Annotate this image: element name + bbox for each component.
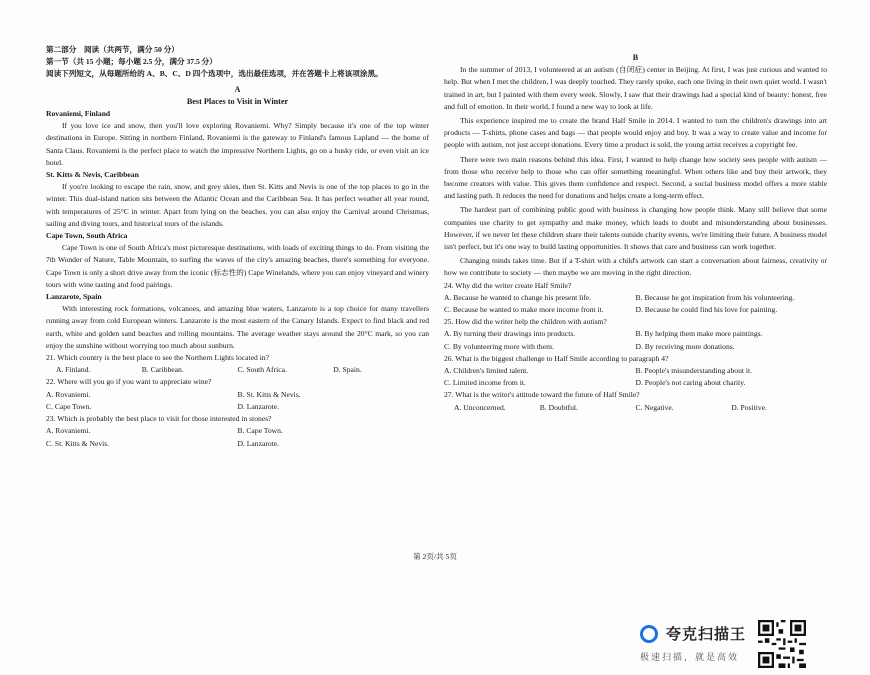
option-25-b: B. By helping them make more paintings. [635,329,763,339]
option-27-a: A. Unconcerned. [454,402,506,412]
option-22-c: C. Cape Town. [46,401,92,411]
left-column [46,44,429,450]
option-23-d: D. Lanzarote. [237,438,280,448]
option-27-d: D. Positive. [731,402,767,412]
option-26-c: C. Limited income from it. [444,378,526,388]
question-23-options [46,425,429,449]
option-27-c: C. Negative. [635,402,674,412]
passage-b-paragraph-4: The hardest part of combining public good with business is changing how people think. Many still believe that some companies use charity to get sympathy and make money, which leads to doubt and misunderstanding about businesses. However, if we never let these children share their talents outside charity events, we're limiting their future. A business model isn't perfect, but it's one way to build lasting opportunities. It shows that care and business can work together. [444,205,827,252]
option-22-d: D. Lanzarote. [237,401,280,411]
page-number: 第 2页/共 5页 [413,552,457,561]
option-24-b: B. Because he got inspiration from his volunteering. [635,292,795,302]
place-text-rovaniemi: If you love ice and snow, then you'll love exploring Rovaniemi. Why? Simply because it's one of the top winter destinations in Europe. Sitting in northern Finland, Rovaniemi is the gateway to Finland's famous Lapland — the home of Santa Claus. Rovaniemi is the perfect place to watch the impressive Northern Lights, go on a husky ride, or even visit an ice hotel. [46,121,429,167]
option-25-d: D. By receiving more donations. [635,341,735,351]
question-26-options [444,365,827,389]
option-26-b: B. People's misunderstanding about it. [635,366,753,376]
question-25-options [444,328,827,352]
option-26-d: D. People's not caring about charity. [635,378,746,388]
scanner-brand-name: 夸克扫描王 [666,625,747,643]
scanner-watermark [640,625,760,665]
passage-b-paragraph-1: In the summer of 2013, I volunteered at an autism (自闭症) center in Beijing. At first, I was just curious and wanted to help. But when I met the children, I was deeply touched. They rarely spoke, each one living in their own quiet world. I wasn't trained in art, but I painted with them every week. Slowly, I saw that their drawings had a special kind of beauty: honest, free and full of emotion. In their world, I found a new way to look at life. [444,65,827,111]
option-25-a: A. By turning their drawings into products. [444,329,576,339]
passage-letter-b: B [632,53,639,62]
place-heading-st-kitts: St. Kitts & Nevis, Caribbean [46,170,139,180]
qr-code-icon [758,620,806,668]
option-26-a: A. Children's limited talent. [444,366,529,376]
option-22-b: B. St. Kitts & Nevis. [237,389,301,399]
place-heading-cape-town: Cape Town, South Africa [46,231,128,241]
option-23-a: A. Rovaniemi. [46,426,91,436]
question-21-options [46,364,429,376]
passage-b-paragraph-2: This experience inspired me to create the brand Half Smile in 2014. I wanted to turn the children's drawings into art products — T-shirts, phone cases and bags — that people would enjoy and buy. It was a way to create value and income for people with autism, not just accept donations. Every time a product is sold, the young artist receives a copyright fee. [444,116,827,150]
section-heading: 第二部分 阅读（共两节，满分 50 分） [46,45,179,54]
place-heading-lanzarote: Lanzarote, Spain [46,292,102,302]
right-column [444,52,827,414]
question-22-options [46,389,429,413]
question-27: 27. What is the writer's attitude toward the future of Half Smile? [444,390,640,400]
option-23-c: C. St. Kitts & Nevis. [46,438,110,448]
place-text-lanzarote: With interesting rock formations, volcanoes, and amazing blue waters, Lanzarote is a top choice for many travellers running away from cold European winters. Lanzarote is the most eastern of the Canary Islands. Expect to find black and red earth, white and golden sand beaches and rolling mountains. The average weather stays around the 20°C mark, so you can enjoy the sunshine without worrying too much about sunburn. [46,304,429,350]
option-21-b: B. Caribbean. [141,365,184,375]
option-24-c: C. Because he wanted to make more income from it. [444,305,604,315]
place-text-st-kitts: If you're looking to escape the rain, snow, and grey skies, then St. Kitts and Nevis is one of the top places to go in the winter. This dual-island nation sits between the Atlantic Ocean and the Caribbean Sea. It has perfect weather all year round, with temperatures of 25°C in winter. Apart from lying on the beaches, you can also enjoy the Carnival around Christmas, sailing and diving tours, and historical tours of the islands. [46,182,429,228]
passage-b-paragraph-3: There were two main reasons behind this idea. First, I wanted to help change how society sees people with autism — from those who receive help to those who can offer something meaningful. When others like and buy their artwork, they become creators with value. This gives them confidence and respect. Second, a social business model offers a more stable and lasting path. It reduces the need for donations and helps create a long-term effect. [444,154,827,201]
option-23-b: B. Cape Town. [237,426,283,436]
question-26: 26. What is the biggest challenge to Half Smile according to paragraph 4? [444,353,669,363]
option-21-d: D. Spain. [333,365,362,375]
question-22: 22. Where will you go if you want to appreciate wine? [46,377,212,387]
scanner-slogan: 极速扫描，就是高效 [640,653,740,663]
place-heading-rovaniemi: Rovaniemi, Finland [46,109,111,119]
option-24-a: A. Because he wanted to change his present life. [444,292,592,302]
question-24: 24. Why did the writer create Half Smile? [444,280,572,290]
option-21-c: C. South Africa. [237,365,287,375]
instructions: 阅读下列短文，从每题所给的 A、B、C、D 四个选项中，选出最佳选项，并在答题卡上将该项涂黑。 [46,69,383,79]
passage-b-paragraph-5: Changing minds takes time. But if a T-shirt with a child's artwork can start a conversation about fairness, creativity or how we contribute to society — then maybe we are moving in the right direction. [444,256,827,278]
option-21-a: A. Finland. [56,365,91,375]
question-27-options [444,402,827,414]
question-21: 21. Which country is the best place to see the Northern Lights located in? [46,353,269,363]
option-27-b: B. Doubtful. [539,402,578,412]
option-25-c: C. By volunteering more with them. [444,341,554,351]
scanner-logo-icon [640,625,658,643]
option-22-a: A. Rovaniemi. [46,389,91,399]
option-24-d: D. Because he could find his love for painting. [635,305,778,315]
passage-letter-a: A [234,84,241,94]
section-subheading: 第一节（共 15 小题；每小题 2.5 分，满分 37.5 分） [46,57,217,67]
question-24-options [444,292,827,316]
passage-title-a: Best Places to Visit in Winter [186,96,289,106]
place-text-cape-town: Cape Town is one of South Africa's most picturesque destinations, with loads of exciting things to do. From visiting the 7th Wonder of Nature, Table Mountain, to surfing the waves of the city's amazing beaches, there's something for everyone. Cape Town is only a short drive away from the iconic (标志性的) Cape Winelands, where you can enjoy vineyard and winery tours with wine tasting and food pairings. [46,243,429,289]
question-23: 23. Which is probably the best place to visit for those interested in stones? [46,414,272,424]
question-25: 25. How did the writer help the children with autism? [444,317,607,327]
